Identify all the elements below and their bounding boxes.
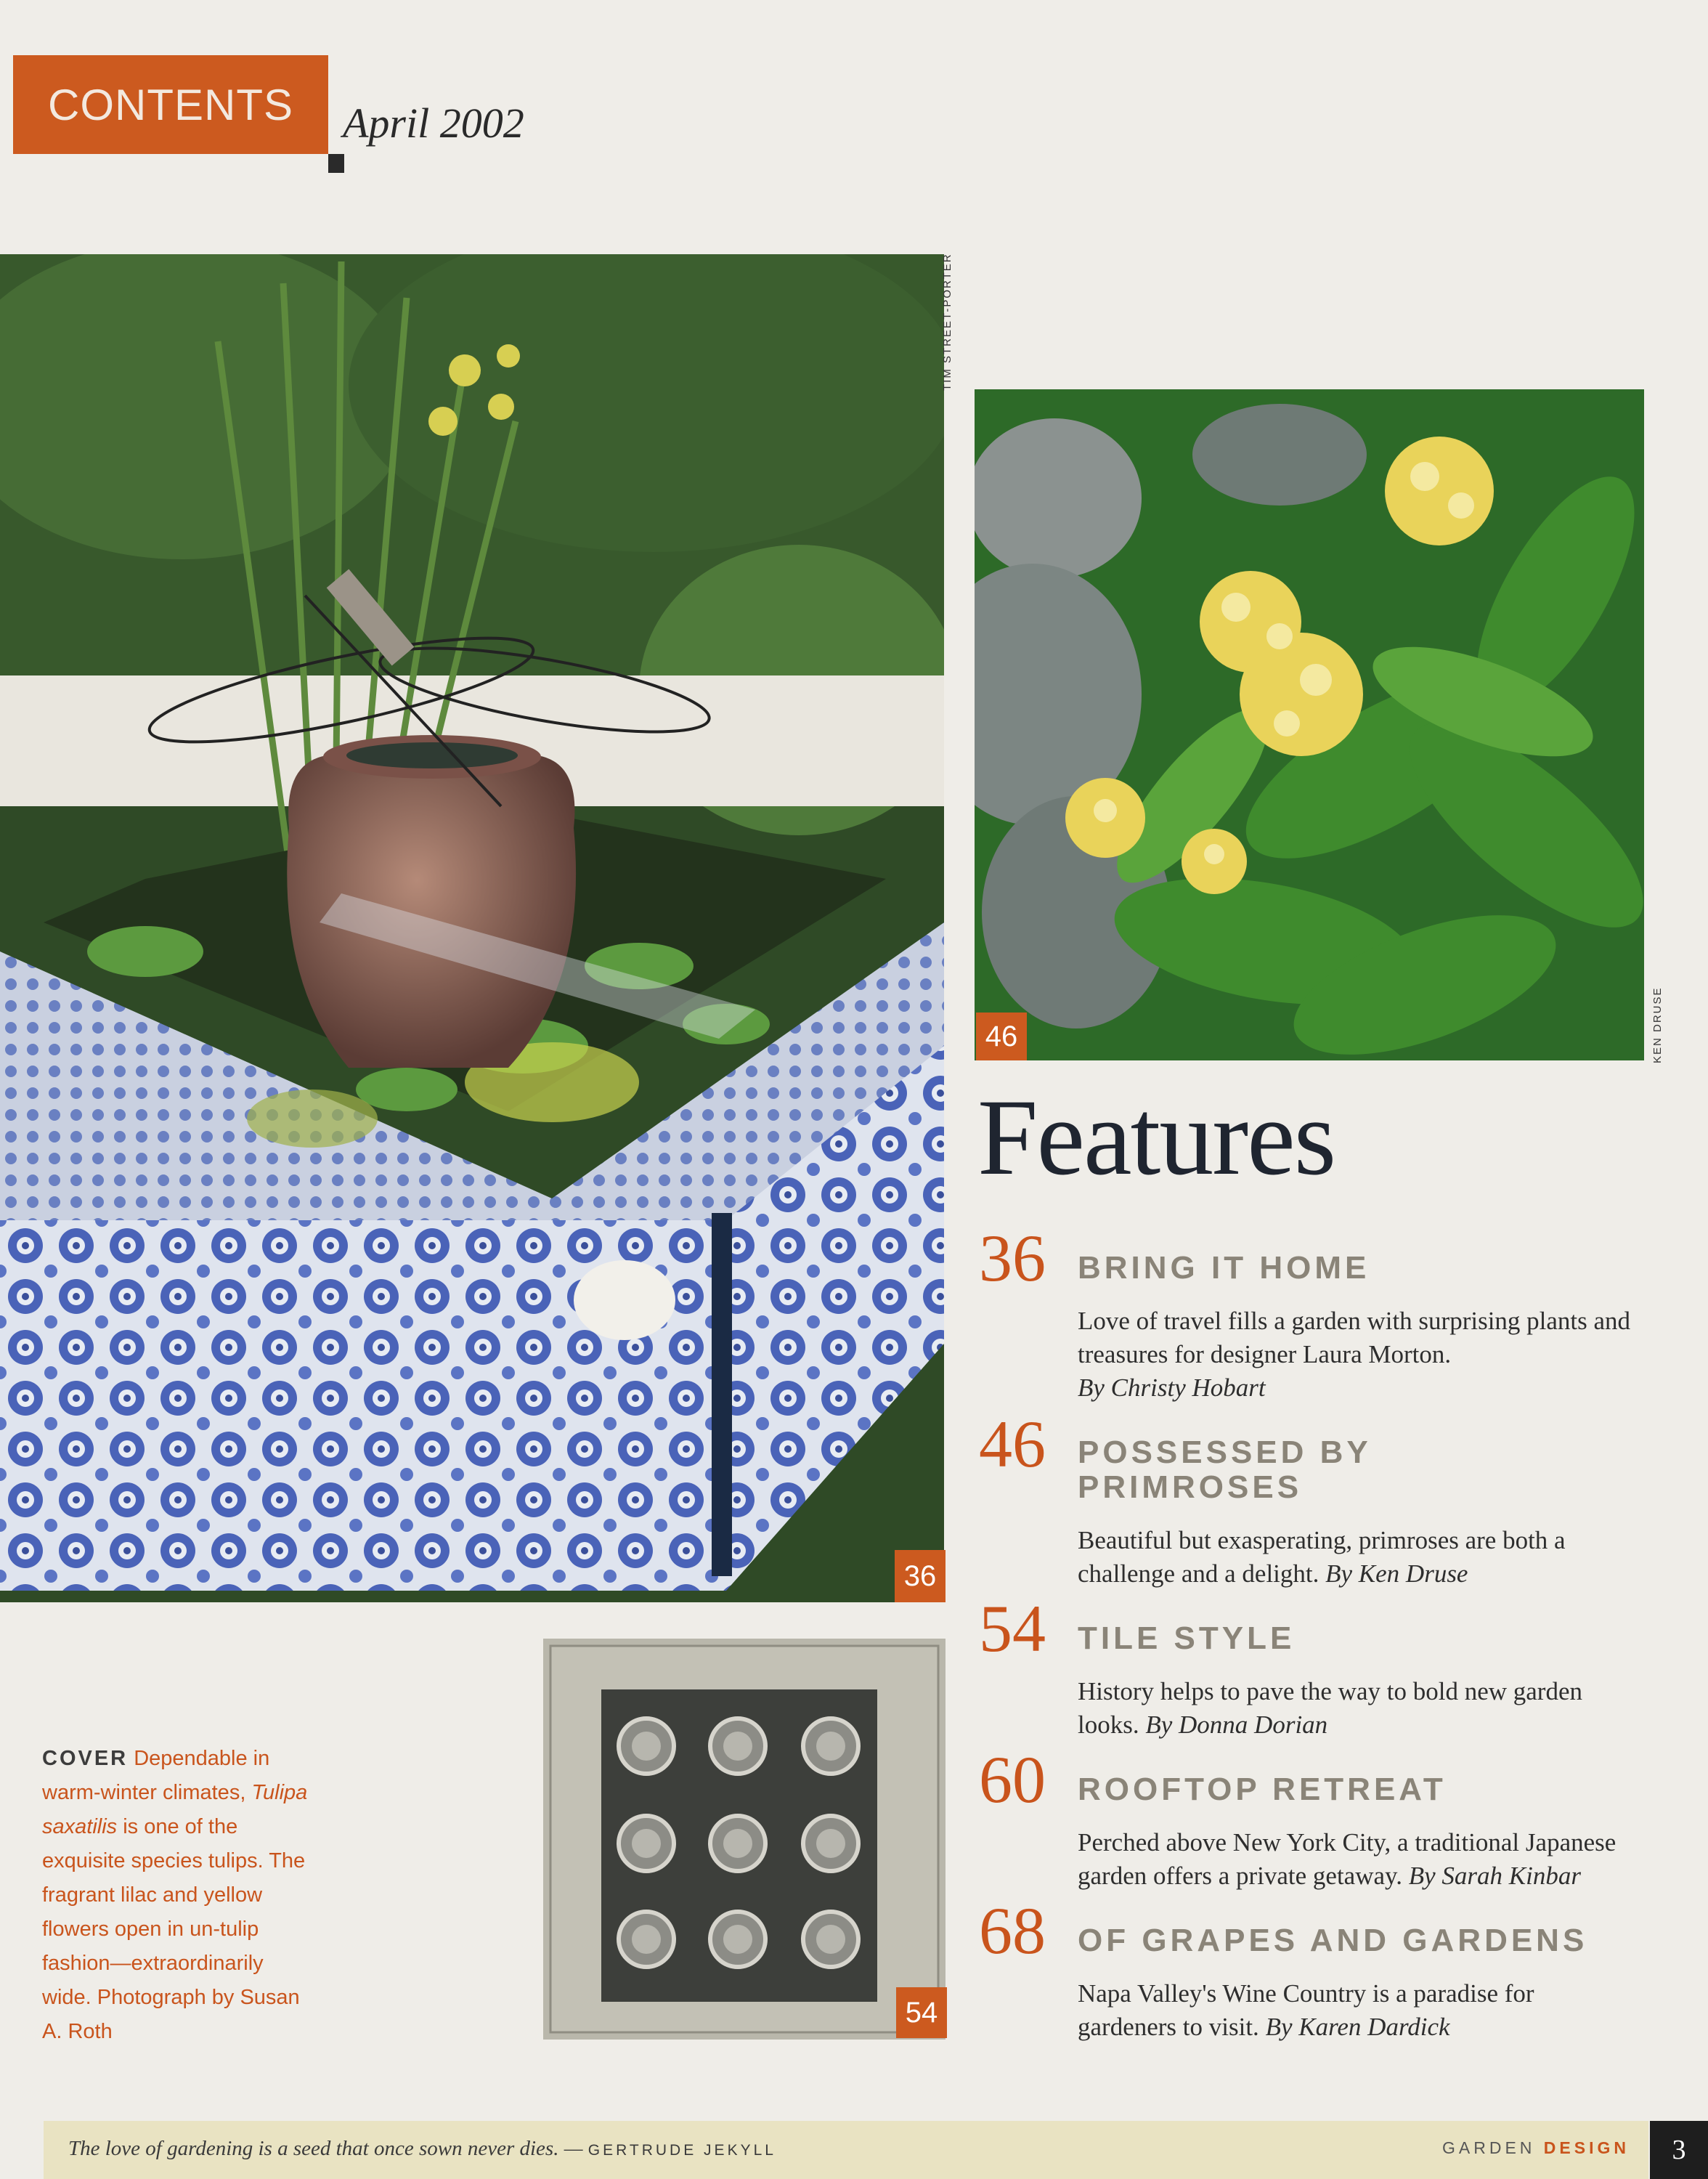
page-badge-54: 54 xyxy=(896,1987,947,2038)
primrose-photo[interactable] xyxy=(975,389,1644,1060)
feature-byline: By Christy Hobart xyxy=(1078,1373,1266,1402)
page-badge-36: 36 xyxy=(895,1550,946,1602)
feature-title[interactable]: BRING IT HOME xyxy=(1078,1250,1370,1286)
feature-desc-text: Love of travel fills a garden with surprising plants and treasures for designer Laura Morton. xyxy=(1078,1307,1631,1368)
feature-title-line1: POSSESSED BY xyxy=(1078,1435,1372,1470)
brand-light: GARDEN xyxy=(1442,2138,1536,2157)
page-badge-46: 46 xyxy=(976,1013,1027,1060)
feature-page-number: 68 xyxy=(979,1894,1046,1968)
feature-title[interactable] xyxy=(1078,1435,1372,1505)
cover-label: COVER xyxy=(42,1747,129,1770)
feature-desc-text: Perched above New York City, a traditional Japanese garden offers a private getaway. xyxy=(1078,1828,1616,1890)
feature-description xyxy=(1078,1675,1615,1742)
feature-description xyxy=(1078,1524,1601,1591)
feature-page-number: 54 xyxy=(979,1591,1046,1665)
header-notch xyxy=(328,154,344,173)
photo-credit-druse: KEN DRUSE xyxy=(1651,986,1664,1063)
feature-description xyxy=(1078,1304,1659,1405)
fountain-photo-icon xyxy=(0,254,944,1602)
quote-author: GERTRUDE JEKYLL xyxy=(587,2142,776,2159)
feature-description xyxy=(1078,1977,1615,2044)
feature-byline: By Donna Dorian xyxy=(1145,1711,1328,1739)
feature-title[interactable]: ROOFTOP RETREAT xyxy=(1078,1772,1447,1807)
feature-byline: By Sarah Kinbar xyxy=(1408,1862,1581,1890)
feature-description xyxy=(1078,1826,1651,1893)
feature-byline: By Ken Druse xyxy=(1325,1559,1468,1588)
feature-desc-text: Napa Valley's Wine Country is a paradise for gardeners to visit. xyxy=(1078,1979,1534,2041)
issue-date: April 2002 xyxy=(343,100,524,147)
feature-desc-text: History helps to pave the way to bold new garden looks. xyxy=(1078,1677,1582,1739)
quote-text: The love of gardening is a seed that once sown never dies. — xyxy=(68,2137,583,2160)
cover-caption xyxy=(42,1742,318,2049)
feature-title[interactable]: TILE STYLE xyxy=(1078,1620,1296,1656)
cover-species: Tulipa saxatilis xyxy=(42,1781,308,1838)
feature-page-number: 46 xyxy=(979,1407,1046,1481)
feature-byline: By Karen Dardick xyxy=(1265,2013,1450,2041)
footer-quote xyxy=(68,2137,776,2161)
tile-photo-icon xyxy=(543,1639,946,2040)
feature-title-line2: PRIMROSES xyxy=(1078,1469,1303,1505)
feature-page-number: 36 xyxy=(979,1221,1046,1295)
primrose-photo-icon xyxy=(975,389,1644,1060)
cover-text-2: is one of the exquisite species tulips. The fragrant lilac and yellow flowers open in un-tulip fashion—extraordinarily wide. Photograph by Susan A. Roth xyxy=(42,1815,306,2043)
feature-page-number: 60 xyxy=(979,1742,1046,1817)
cover-text: Dependable in warm-winter climates, xyxy=(42,1747,270,1804)
tile-photo[interactable] xyxy=(543,1639,946,2040)
brand-strong: DESIGN xyxy=(1543,2138,1630,2157)
page-folio: 3 xyxy=(1650,2121,1708,2179)
feature-title[interactable]: OF GRAPES AND GARDENS xyxy=(1078,1923,1588,1958)
feature-desc-text: Beautiful but exasperating, primroses are both a challenge and a delight. xyxy=(1078,1526,1566,1588)
features-heading: Features xyxy=(977,1077,1335,1198)
fountain-photo[interactable] xyxy=(0,254,944,1602)
photo-credit-street-porter: TIM STREET-PORTER xyxy=(941,253,953,391)
magazine-brand xyxy=(1442,2138,1630,2158)
contents-label: CONTENTS xyxy=(13,55,328,154)
